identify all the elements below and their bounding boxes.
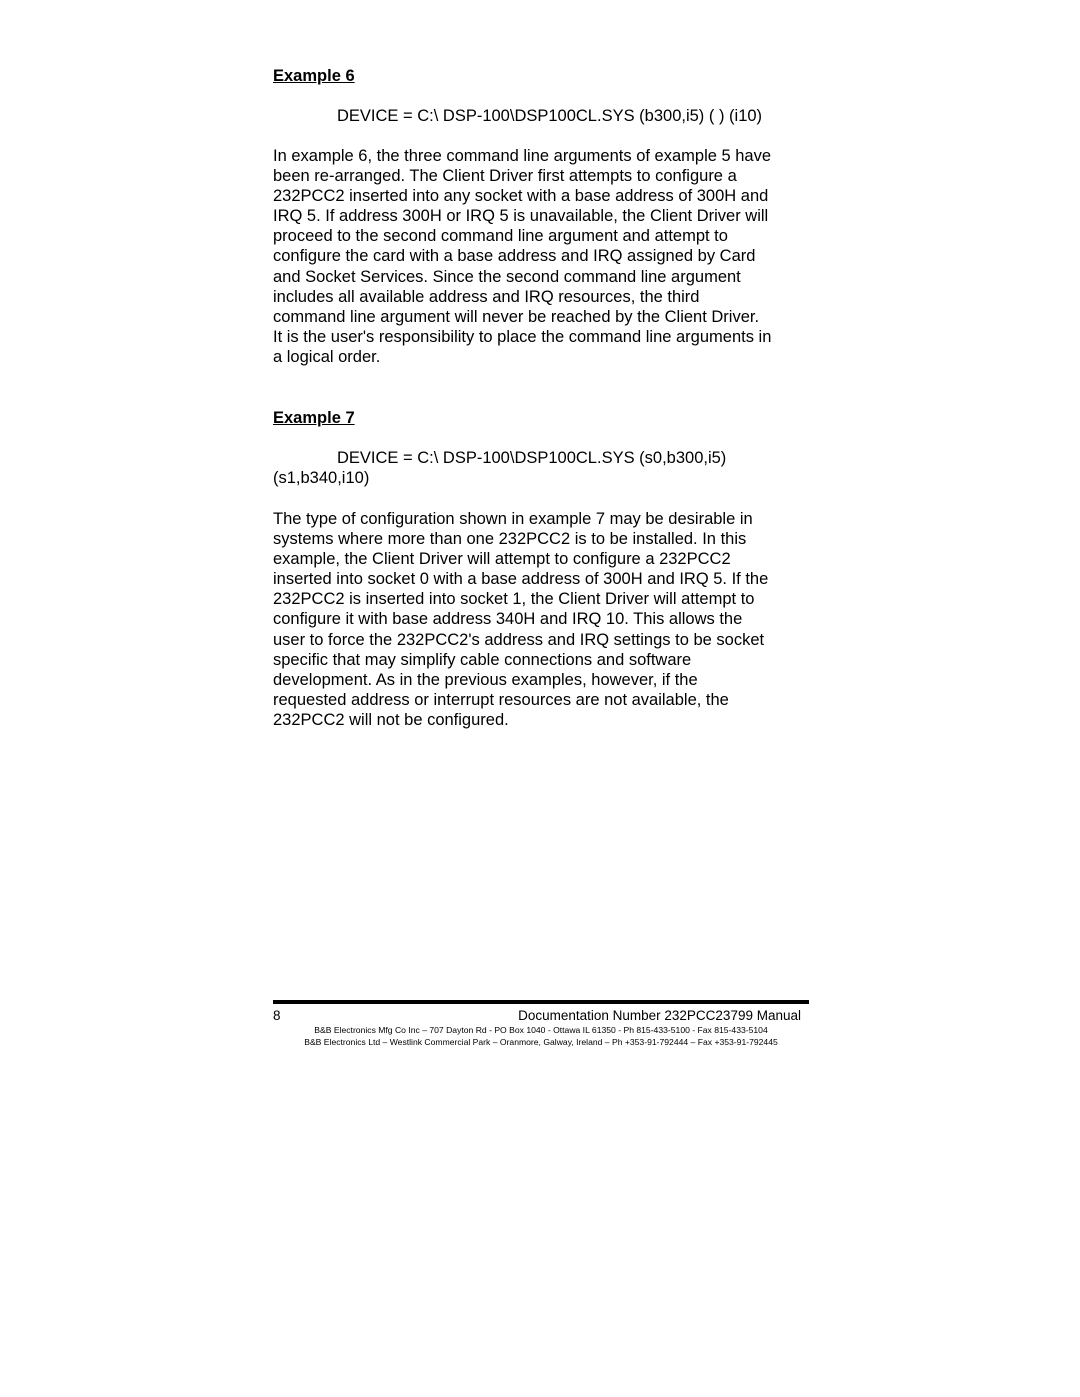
paragraph-line: a logical order. (273, 347, 381, 366)
paragraph-line: proceed to the second command line argument and attempt to (273, 227, 728, 246)
paragraph-line: 232PCC2 is inserted into socket 1, the Client Driver will attempt to (273, 590, 755, 609)
example-7-heading: Example 7 (273, 409, 355, 427)
paragraph-line: specific that may simplify cable connections and software (273, 650, 692, 669)
paragraph-line: user to force the 232PCC2's address and IRQ settings to be socket (273, 630, 765, 649)
paragraph-line: development. As in the previous examples, however, if the (273, 670, 698, 689)
paragraph-line: been re-arranged. The Client Driver first attempts to configure a (273, 167, 737, 186)
paragraph-line: inserted into socket 0 with a base address of 300H and IRQ 5. If the (273, 570, 769, 589)
paragraph-line: configure it with base address 340H and IRQ 10. This allows the (273, 610, 743, 629)
paragraph-line: systems where more than one 232PCC2 is to be installed. In this (273, 530, 747, 549)
paragraph-line: 232PCC2 inserted into any socket with a base address of 300H and (273, 187, 769, 206)
example-6-command: DEVICE = C:\ DSP-100\DSP100CL.SYS (b300,i5) ( ) (i10) (337, 107, 763, 125)
paragraph-line: configure the card with a base address and IRQ assigned by Card (273, 247, 756, 266)
paragraph-line: 232PCC2 will not be configured. (273, 710, 509, 729)
example-7-command: DEVICE = C:\ DSP-100\DSP100CL.SYS (s0,b300,i5) (s1,b340,i10) (273, 449, 727, 487)
footer-address-ireland: B&B Electronics Ltd – Westlink Commercial Park – Oranmore, Galway, Ireland – Ph +353-91-792444 – Fax +353-91-792445 (304, 1037, 778, 1047)
footer-rule (273, 1000, 809, 1004)
footer-address-us: B&B Electronics Mfg Co Inc – 707 Dayton Rd - PO Box 1040 - Ottawa IL 61350 - Ph 815-433-5100 - Fax 815-433-5104 (314, 1025, 768, 1035)
paragraph-line: example, the Client Driver will attempt to configure a 232PCC2 (273, 550, 731, 569)
paragraph-line: and Socket Services. Since the second command line argument (273, 267, 741, 286)
paragraph-line: IRQ 5. If address 300H or IRQ 5 is unavailable, the Client Driver will (273, 207, 769, 226)
paragraph-line: command line argument will never be reached by the Client Driver. (273, 307, 760, 326)
paragraph-line: includes all available address and IRQ resources, the third (273, 287, 700, 306)
example-6-heading: Example 6 (273, 67, 355, 85)
documentation-number: Documentation Number 232PCC23799 Manual (518, 1008, 801, 1023)
paragraph-line: In example 6, the three command line arguments of example 5 have (273, 147, 772, 165)
paragraph-line: It is the user's responsibility to place the command line arguments in (273, 327, 772, 346)
page-number: 8 (273, 1008, 281, 1023)
paragraph-line: The type of configuration shown in example 7 may be desirable in (273, 510, 753, 528)
example-6-paragraph (273, 146, 809, 367)
example-7-paragraph (273, 509, 809, 730)
paragraph-line: requested address or interrupt resources are not available, the (273, 690, 729, 709)
